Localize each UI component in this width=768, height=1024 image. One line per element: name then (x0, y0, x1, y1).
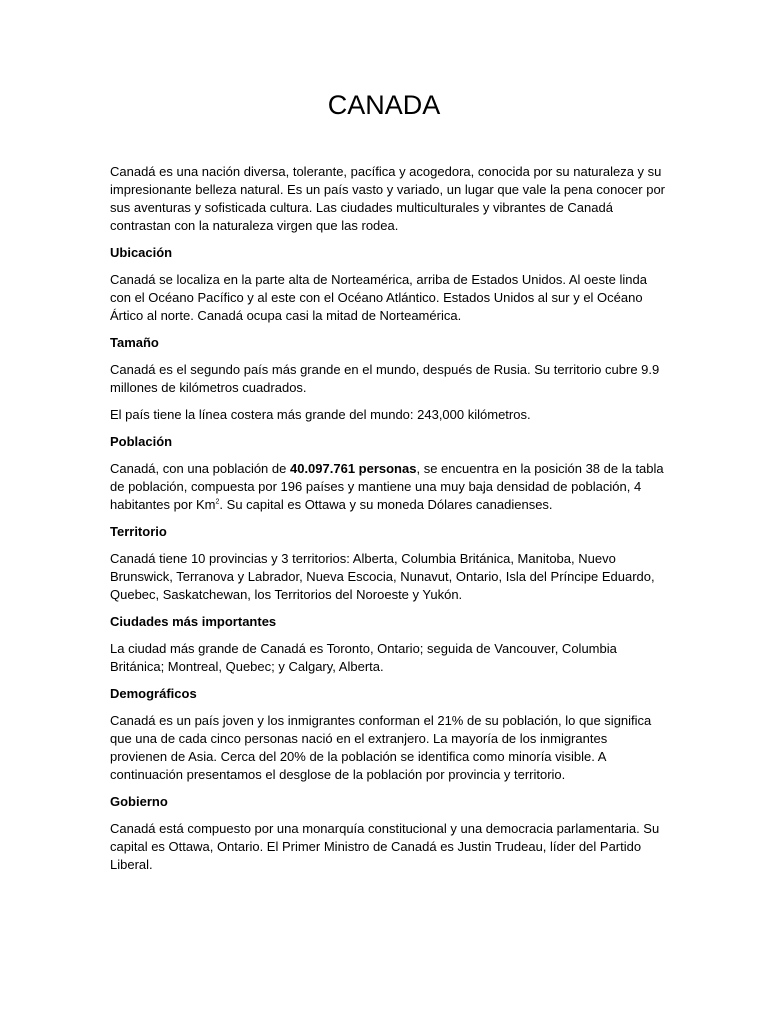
territorio-paragraph: Canadá tiene 10 provincias y 3 territorios: Alberta, Columbia Británica, Manitoba, Nuevo Brunswick, Terranova y Labrador, Nueva Escocia, Nunavut, Ontario, Isla del Príncipe Eduardo, Quebec, Saskatchewan, los Territorios del Noroeste y Yukón. (110, 551, 655, 602)
ciudades-paragraph: La ciudad más grande de Canadá es Toronto, Ontario; seguida de Vancouver, Columbia Británica; Montreal, Quebec; y Calgary, Alberta. (110, 641, 617, 674)
poblacion-text-start: Canadá, con una población de (110, 461, 290, 476)
heading-territorio: Territorio (110, 524, 167, 539)
heading-ubicacion: Ubicación (110, 245, 173, 260)
heading-tamano: Tamaño (110, 335, 159, 350)
tamano-paragraph-2: El país tiene la línea costera más grande del mundo: 243,000 kilómetros. (110, 407, 531, 422)
heading-ciudades: Ciudades más importantes (110, 614, 277, 629)
poblacion-paragraph (110, 460, 666, 514)
gobierno-paragraph: Canadá está compuesto por una monarquía constitucional y una democracia parlamentaria. Su capital es Ottawa, Ontario. El Primer Ministro de Canadá es Justin Trudeau, líder del Partido Liberal. (110, 821, 660, 872)
ubicacion-paragraph: Canadá se localiza en la parte alta de Norteamérica, arriba de Estados Unidos. Al oeste linda con el Océano Pacífico y al este con el Océano Atlántico. Estados Unidos al sur y el Océano Ártico al norte. Canadá ocupa casi la mitad de Norteamérica. (110, 272, 647, 323)
poblacion-text-middle: , se encuentra en la posición 38 de la tabla de población, compuesta por 196 países y mantiene una muy baja densidad de población, 4 habitantes por Km (110, 461, 664, 512)
poblacion-count: 40.097.761 personas (289, 461, 417, 476)
poblacion-text-end: . Su capital es Ottawa y su moneda Dólares canadienses. (219, 497, 553, 512)
demograficos-paragraph: Canadá es un país joven y los inmigrantes conforman el 21% de su población, lo que significa que una de cada cinco personas nació en el extranjero. La mayoría de los inmigrantes provienen de Asia. Cerca del 20% de la población se identifica como minoría visible. A continuación presentamos el desglose de la población por provincia y territorio. (110, 713, 652, 782)
intro-paragraph: Canadá es una nación diversa, tolerante, pacífica y acogedora, conocida por su naturaleza y su impresionante belleza natural. Es un país vasto y variado, un lugar que vale la pena conocer por sus aventuras y sofisticada cultura. Las ciudades multiculturales y vibrantes de Canadá contrastan con la naturaleza virgen que las rodea. (110, 164, 666, 233)
superscript-2: 2 (215, 498, 220, 506)
document-body (110, 163, 666, 883)
tamano-paragraph-1: Canadá es el segundo país más grande en el mundo, después de Rusia. Su territorio cubre 9.9 millones de kilómetros cuadrados. (110, 362, 660, 395)
page-title: CANADA (327, 90, 441, 120)
heading-gobierno: Gobierno (110, 794, 168, 809)
heading-demograficos: Demográficos (110, 686, 197, 701)
heading-poblacion: Población (110, 434, 173, 449)
